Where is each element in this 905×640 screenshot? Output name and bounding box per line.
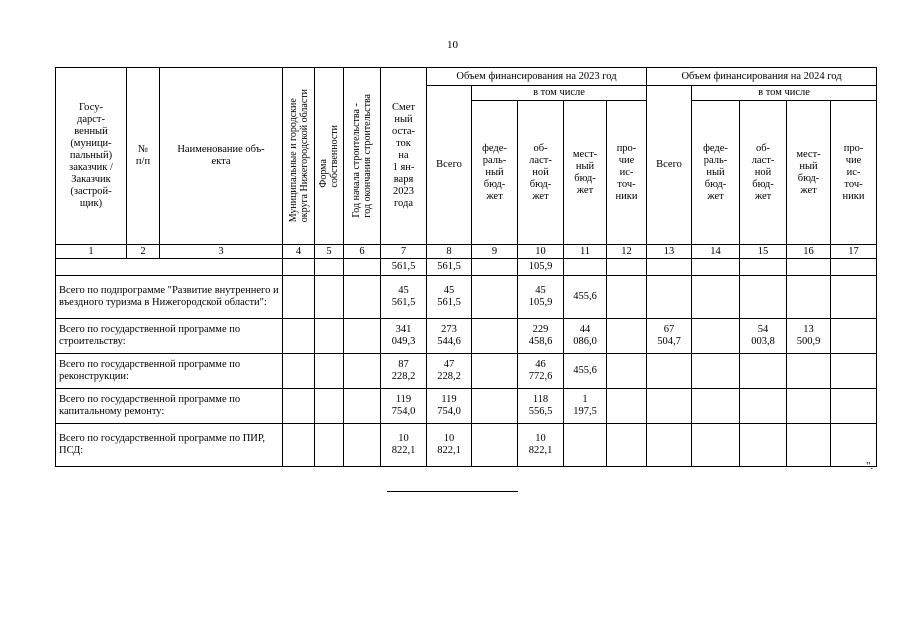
cell-col-14	[692, 319, 740, 354]
cell-col-11	[564, 259, 607, 276]
row-label: Всего по государственной программе по строительству:	[56, 319, 283, 354]
table-row	[56, 389, 877, 424]
header-federal-2024: феде- раль- ный бюд- жет	[692, 101, 740, 245]
cell-col-16: 13 500,9	[787, 319, 831, 354]
column-number: 14	[692, 245, 740, 259]
cell-col-13: 67 504,7	[647, 319, 692, 354]
column-number: 4	[283, 245, 315, 259]
cell-col-16	[787, 276, 831, 319]
column-number: 10	[518, 245, 564, 259]
financing-table	[55, 67, 877, 467]
cell-col-15	[740, 354, 787, 389]
cell-col-17	[831, 259, 877, 276]
table-row	[56, 424, 877, 467]
cell-col-4	[283, 424, 315, 467]
column-number: 9	[472, 245, 518, 259]
cell-col-4	[283, 319, 315, 354]
header-ownership: Форма собственности	[315, 68, 344, 245]
header-local-2024: мест- ный бюд- жет	[787, 101, 831, 245]
cell-col-13	[647, 276, 692, 319]
cell-col-8: 47 228,2	[427, 354, 472, 389]
column-number: 17	[831, 245, 877, 259]
cell-col-8: 10 822,1	[427, 424, 472, 467]
column-number: 5	[315, 245, 344, 259]
cell-col-9	[472, 259, 518, 276]
header-funding-2024: Объем финансирования на 2024 год	[647, 68, 877, 86]
cell-col-5	[315, 354, 344, 389]
closing-mark: ".	[866, 460, 874, 472]
header-including-2024: в том числе	[692, 86, 877, 101]
cell-col-14	[692, 424, 740, 467]
cell-col-7: 10 822,1	[381, 424, 427, 467]
header-customer: Госу- дарст- венный (муници- пальный) заказчик / Заказчик (застрой- щик)	[56, 68, 127, 245]
column-number: 11	[564, 245, 607, 259]
table-body	[56, 259, 877, 467]
header-number: № п/п	[127, 68, 160, 245]
cell-col-4	[283, 354, 315, 389]
cell-col-17	[831, 389, 877, 424]
row-label: Всего по государственной программе по ПИР, ПСД:	[56, 424, 283, 467]
cell-col-16	[787, 259, 831, 276]
header-total-2023: Всего	[427, 86, 472, 245]
cell-col-6	[344, 276, 381, 319]
column-number: 13	[647, 245, 692, 259]
cell-col-4	[283, 389, 315, 424]
cell-col-4	[283, 276, 315, 319]
header-remainder: Смет ный оста- ток на 1 ян- варя 2023 года	[381, 68, 427, 245]
cell-col-13	[647, 259, 692, 276]
cell-col-7: 119 754,0	[381, 389, 427, 424]
cell-col-11	[564, 424, 607, 467]
header-object-name: Наименование объ- екта	[160, 68, 283, 245]
cell-col-5	[315, 259, 344, 276]
cell-col-13	[647, 424, 692, 467]
cell-col-9	[472, 424, 518, 467]
cell-col-7: 561,5	[381, 259, 427, 276]
header-regional-2024: об- ласт- ной бюд- жет	[740, 101, 787, 245]
cell-col-15	[740, 276, 787, 319]
header-other-2024: про- чие ис- точ- ники	[831, 101, 877, 245]
cell-col-10: 10 822,1	[518, 424, 564, 467]
cell-col-13	[647, 389, 692, 424]
row-label: Всего по подпрограмме "Развитие внутреннего и въездного туризма в Нижегородской области":	[56, 276, 283, 319]
header-other-2023: про- чие ис- точ- ники	[607, 101, 647, 245]
cell-col-9	[472, 354, 518, 389]
row-label	[56, 259, 283, 276]
cell-col-12	[607, 276, 647, 319]
cell-col-11: 455,6	[564, 354, 607, 389]
cell-col-16	[787, 424, 831, 467]
column-number: 8	[427, 245, 472, 259]
cell-col-9	[472, 276, 518, 319]
cell-col-9	[472, 319, 518, 354]
cell-col-8: 119 754,0	[427, 389, 472, 424]
cell-col-12	[607, 319, 647, 354]
row-label: Всего по государственной программе по капитальному ремонту:	[56, 389, 283, 424]
cell-col-6	[344, 424, 381, 467]
signature-line	[387, 491, 518, 492]
column-number: 15	[740, 245, 787, 259]
row-label: Всего по государственной программе по реконструкции:	[56, 354, 283, 389]
cell-col-8: 273 544,6	[427, 319, 472, 354]
cell-col-9	[472, 389, 518, 424]
cell-col-11: 44 086,0	[564, 319, 607, 354]
column-number: 6	[344, 245, 381, 259]
cell-col-10: 105,9	[518, 259, 564, 276]
cell-col-5	[315, 319, 344, 354]
cell-col-14	[692, 259, 740, 276]
cell-col-8: 45 561,5	[427, 276, 472, 319]
cell-col-14	[692, 354, 740, 389]
header-municipal: Муниципальные и городские округа Нижегородской области	[283, 68, 315, 245]
cell-col-13	[647, 354, 692, 389]
header-total-2024: Всего	[647, 86, 692, 245]
cell-col-17	[831, 354, 877, 389]
column-number: 2	[127, 245, 160, 259]
column-number: 3	[160, 245, 283, 259]
header-federal-2023: феде- раль- ный бюд- жет	[472, 101, 518, 245]
table-row	[56, 319, 877, 354]
cell-col-5	[315, 276, 344, 319]
cell-col-15	[740, 259, 787, 276]
cell-col-6	[344, 319, 381, 354]
cell-col-14	[692, 276, 740, 319]
header-local-2023: мест- ный бюд- жет	[564, 101, 607, 245]
cell-col-17	[831, 319, 877, 354]
cell-col-4	[283, 259, 315, 276]
table-row	[56, 276, 877, 319]
cell-col-6	[344, 259, 381, 276]
cell-col-8: 561,5	[427, 259, 472, 276]
cell-col-10: 229 458,6	[518, 319, 564, 354]
cell-col-17	[831, 276, 877, 319]
cell-col-6	[344, 354, 381, 389]
column-number: 7	[381, 245, 427, 259]
cell-col-7: 341 049,3	[381, 319, 427, 354]
table-row	[56, 354, 877, 389]
cell-col-12	[607, 389, 647, 424]
column-number: 1	[56, 245, 127, 259]
cell-col-16	[787, 354, 831, 389]
header-including-2023: в том числе	[472, 86, 647, 101]
header-years: Год начала строительства - год окончания строительства	[344, 68, 381, 245]
cell-col-10: 46 772,6	[518, 354, 564, 389]
cell-col-15: 54 003,8	[740, 319, 787, 354]
cell-col-15	[740, 389, 787, 424]
header-funding-2023: Объем финансирования на 2023 год	[427, 68, 647, 86]
table-row	[56, 259, 877, 276]
column-number: 12	[607, 245, 647, 259]
cell-col-6	[344, 389, 381, 424]
cell-col-10: 118 556,5	[518, 389, 564, 424]
column-number: 16	[787, 245, 831, 259]
cell-col-5	[315, 389, 344, 424]
cell-col-7: 45 561,5	[381, 276, 427, 319]
cell-col-10: 45 105,9	[518, 276, 564, 319]
cell-col-11: 1 197,5	[564, 389, 607, 424]
cell-col-5	[315, 424, 344, 467]
page-number: 10	[447, 39, 458, 51]
header-regional-2023: об- ласт- ной бюд- жет	[518, 101, 564, 245]
cell-col-15	[740, 424, 787, 467]
column-numbers-row	[56, 245, 877, 259]
cell-col-16	[787, 389, 831, 424]
cell-col-12	[607, 259, 647, 276]
cell-col-11: 455,6	[564, 276, 607, 319]
cell-col-14	[692, 389, 740, 424]
cell-col-12	[607, 424, 647, 467]
cell-col-12	[607, 354, 647, 389]
cell-col-7: 87 228,2	[381, 354, 427, 389]
